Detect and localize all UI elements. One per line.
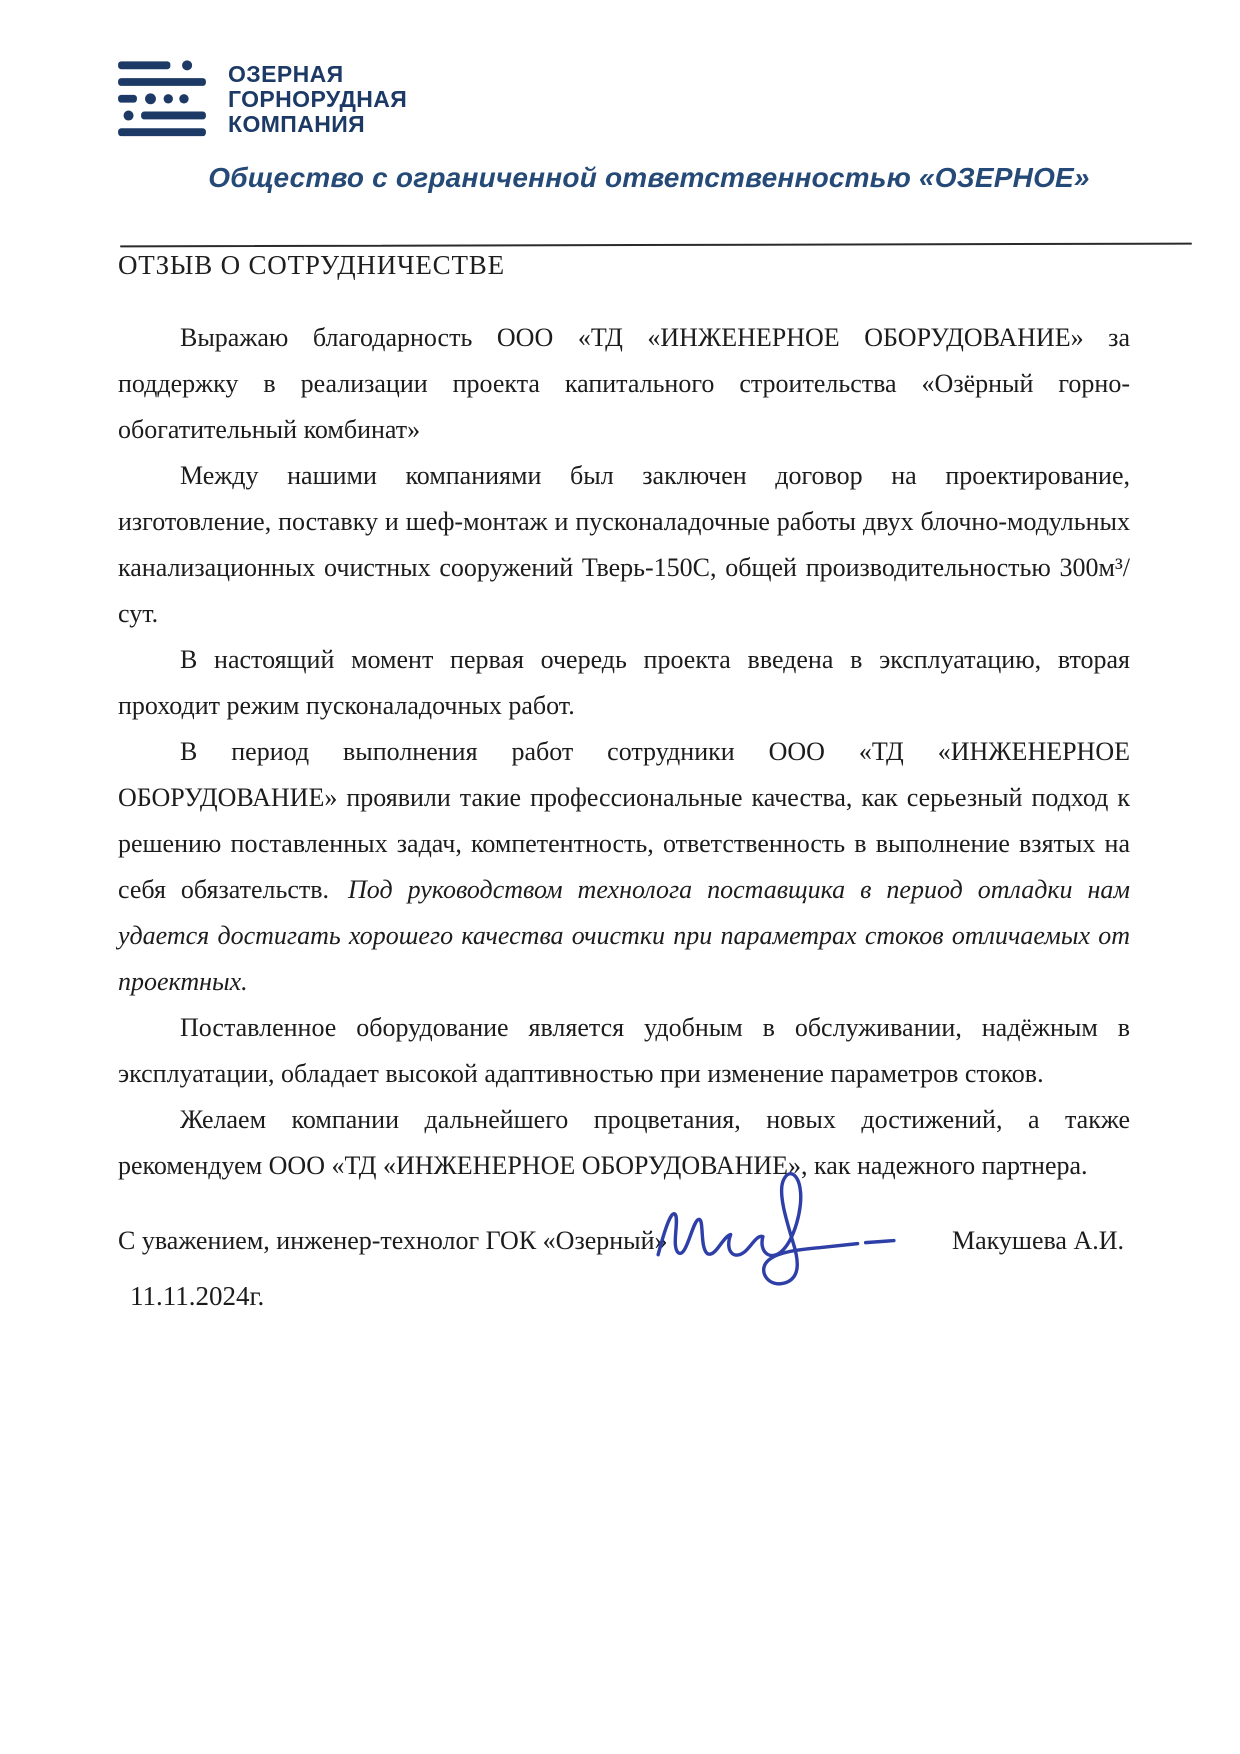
letter-body [118,315,1130,1189]
paragraph-text: Поставленное оборудование является удобным в обслуживании, надёжным в эксплуатации, обладает высокой адаптивностью при изменение параметров стоков. [118,1013,1130,1088]
header-divider [120,243,1192,248]
document-title: ОТЗЫВ О СОТРУДНИЧЕСТВЕ [118,250,505,280]
paragraph [118,315,1130,453]
paragraph-text: Между нашими компаниями был заключен договор на проектирование, изготовление, поставку и шеф-монтаж и пусконаладочные работы двух блочно-модульных канализационных очистных сооружений Тверь-150С, общей производительностью 300м³/сут. [118,461,1130,628]
ozernaya-logo-icon [116,60,208,138]
paragraph [118,1097,1130,1189]
handwritten-signature [640,1158,912,1296]
paragraph [118,729,1130,1005]
paragraph-italic-text: Под руководством технолога поставщика в период отладки нам удается достигать хорошего качества очистки при параметрах стоков отличаемых от проектных. [118,875,1130,996]
logo-line-3: КОМПАНИЯ [228,110,366,137]
logo-wordmark [228,62,407,137]
closing-line: С уважением, инженер-технолог ГОК «Озерный» [118,1226,668,1255]
logo-line-1: ОЗЕРНАЯ [228,60,344,87]
paragraph-text: В настоящий момент первая очередь проекта введена в эксплуатацию, вторая проходит режим пусконаладочных работ. [118,645,1130,720]
signer-name: Макушева А.И. [952,1226,1125,1255]
paragraph [118,1005,1130,1097]
paragraph [118,637,1130,729]
paragraph-text: В период выполнения работ сотрудники ООО «ТД «ИНЖЕНЕРНОЕ ОБОРУДОВАНИЕ» проявили такие профессиональные качества, как серьезный подход к решению поставленных задач, компетентность, ответственность в выполнение взятых на себя обязательств. [118,737,1130,904]
paragraph-text: Выражаю благодарность ООО «ТД «ИНЖЕНЕРНОЕ ОБОРУДОВАНИЕ» за поддержку в реализации проекта капитального строительства «Озёрный горно-обогатительный комбинат» [118,323,1130,444]
logo-line-2: ГОРНОРУДНАЯ [228,85,408,112]
date-line: 11.11.2024г. [130,1281,265,1311]
company-name-header: Общество с ограниченной ответственностью «ОЗЕРНОЕ» [208,162,1090,193]
paragraph [118,453,1130,637]
company-logo [116,60,407,138]
paragraph-text: Желаем компании дальнейшего процветания, новых достижений, а также рекомендуем ООО «ТД «ИНЖЕНЕРНОЕ ОБОРУДОВАНИЕ», как надежного партнера. [118,1105,1130,1180]
